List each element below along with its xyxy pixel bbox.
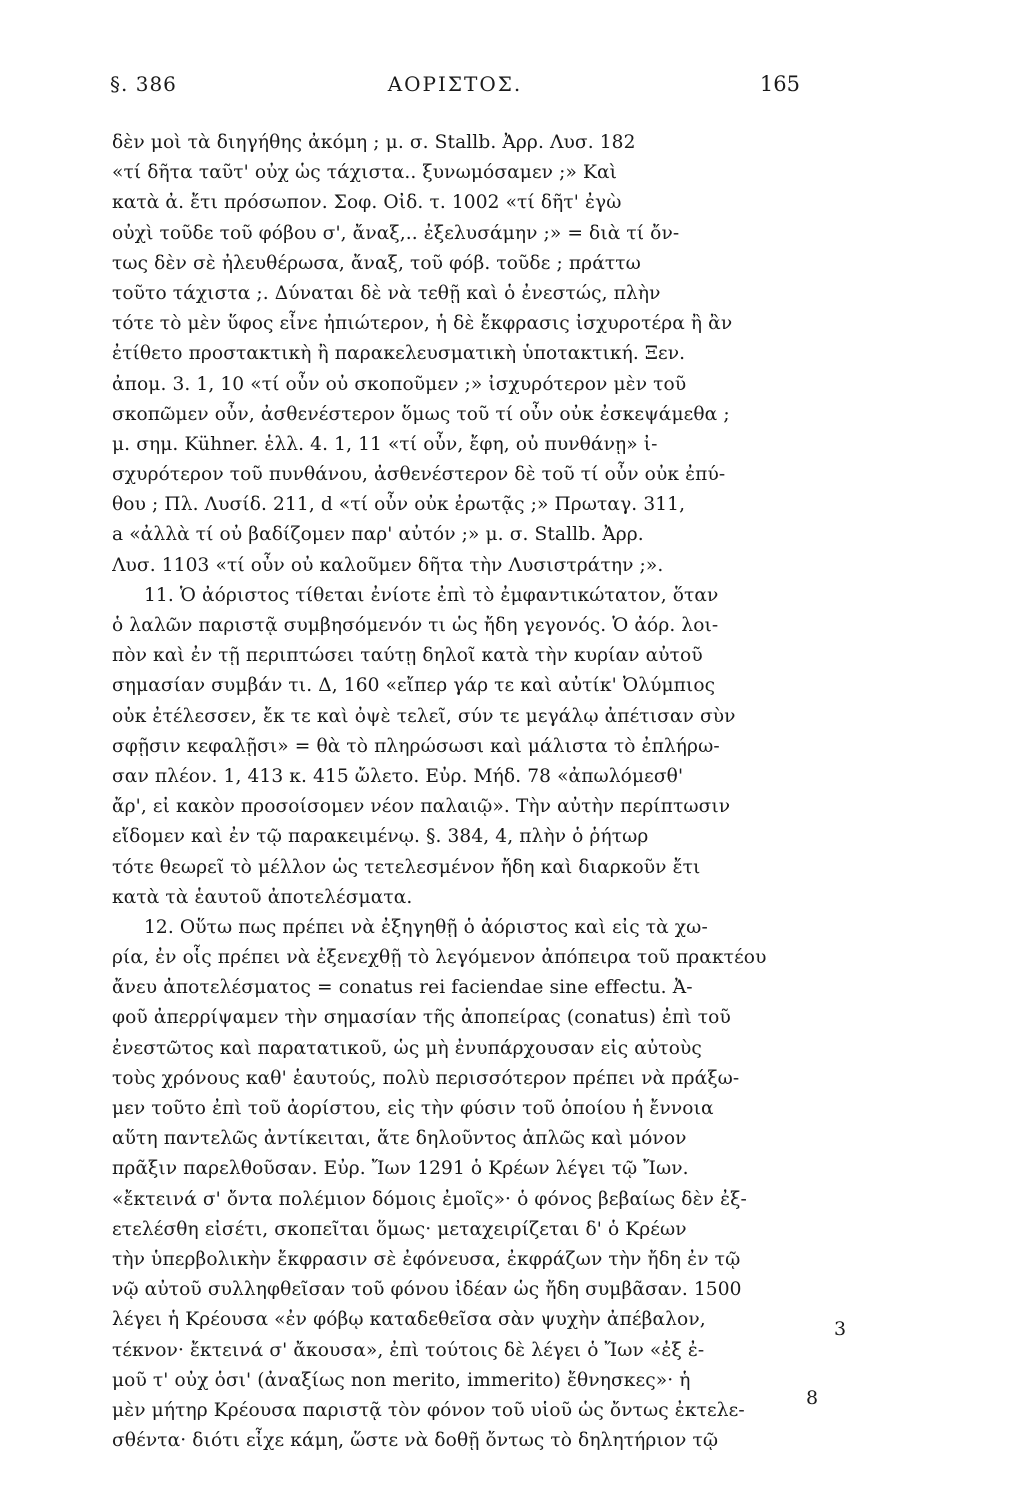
text-line: δὲν μοὶ τὰ διηγήθης ἀκόμη ; μ. σ. Stallb. Ἀρρ. Λυσ. 182 [112,132,636,153]
text-line: ἄρ', εἰ κακὸν προσοίσομεν νέον παλαιῷ». Τὴν αὐτὴν περίπτωσιν [112,796,731,818]
text-line: σφῇσιν κεφαλῇσι» = θὰ τὸ πληρώσωσι καὶ μάλιστα τὸ ἐπλήρω- [112,735,720,757]
text-line: μ. σημ. Kühner. ἑλλ. 4. 1, 11 «τί οὖν, ἔφη, οὐ πυνθάνῃ» ἰ- [112,433,658,455]
text-line: τοῦτο τάχιστα ;. Δύναται δὲ νὰ τεθῇ καὶ ὁ ἐνεστώς, πλὴν [112,282,661,304]
text-line: «τί δῆτα ταῦτ' οὐχ ὡς τάχιστα.. ξυνωμόσαμεν ;» Καὶ [112,162,617,184]
text-line: κατὰ ἀ. ἔτι πρόσωπον. Σοφ. Οἰδ. τ. 1002 «τί δῆτ' ἐγὼ [112,192,622,214]
text-line: Λυσ. 1103 «τί οὖν οὐ καλοῦμεν δῆτα τὴν Λυσιστράτην ;». [112,554,664,576]
text-line: τως δὲν σὲ ἠλευθέρωσα, ἄναξ, τοῦ φόβ. τοῦδε ; πράττω [112,252,641,274]
text-line: κατὰ τὰ ἑαυτοῦ ἀποτελέσματα. [112,886,413,908]
text-line: μεν τοῦτο ἐπὶ τοῦ ἀορίστου, εἰς τὴν φύσιν τοῦ ὁποίου ἡ ἔννοια [112,1098,714,1119]
text-line: οὐκ ἐτέλεσσεν, ἔκ τε καὶ ὀψὲ τελεῖ, σύν τε μεγάλῳ ἀπέτισαν σὺν [112,705,736,727]
text-line: σθέντα· διότι εἶχε κάμη, ὥστε νὰ δοθῇ ὄντως τὸ δηλητήριον τῷ [112,1430,719,1452]
page-number: 165 [759,72,800,96]
text-line: μοῦ τ' οὐχ ὁσι' (ἀναξίως non merito, immerito) ἔθνησκες»· ἡ [112,1369,691,1391]
text-line: σχυρότερον τοῦ πυνθάνου, ἀσθενέστερον δὲ τοῦ τί οὖν οὐκ ἐπύ- [112,464,726,486]
text-line: φοῦ ἀπερρίψαμεν τὴν σημασίαν τῆς ἀποπείρας (conatus) ἐπὶ τοῦ [112,1007,731,1029]
text-line: σαν πλέον. 1, 413 κ. 415 ὤλετο. Εὐρ. Μήδ. 78 «ἀπωλόμεσθ' [112,765,684,787]
text-body [112,128,800,1456]
text-line: μὲν μήτηρ Κρέουσα παριστᾷ τὸν φόνον τοῦ υἱοῦ ὡς ὄντως ἐκτελε- [112,1399,745,1421]
text-line: ὁ λαλῶν παριστᾷ συμβησόμενόν τι ὡς ἤδη γεγονός. Ὁ ἀόρ. λοι- [112,615,719,636]
text-line: ρία, ἐν οἷς πρέπει νὰ ἐξενεχθῇ τὸ λεγόμενον ἀπόπειρα τοῦ πρακτέου [112,947,767,969]
text-line: τοὺς χρόνους καθ' ἑαυτούς, πολὺ περισσότερον πρέπει νὰ πράξω- [112,1067,740,1089]
text-line: σκοπῶμεν οὖν, ἀσθενέστερον ὅμως τοῦ τί οὖν οὐκ ἐσκεψάμεθα ; [112,403,730,425]
text-line: πὸν καὶ ἐν τῇ περιπτώσει ταύτῃ δηλοῖ κατὰ τὴν κυρίαν αὐτοῦ [112,645,703,667]
text-line: πρᾶξιν παρελθοῦσαν. Εὐρ. Ἴων 1291 ὁ Κρέων λέγει τῷ Ἴων. [112,1158,689,1180]
text-line: τέκνον· ἔκτεινά σ' ἄκουσα», ἐπὶ τούτοις δὲ λέγει ὁ Ἴων «ἐξ ἐ- [112,1339,705,1361]
text-line: ετελέσθη εἰσέτι, σκοπεῖται ὅμως· μεταχειρίζεται δ' ὁ Κρέων [112,1218,687,1240]
text-line: τότε τὸ μὲν ὕφος εἶνε ἠπιώτερον, ἡ δὲ ἔκφρασις ἰσχυροτέρα ἢ ἂν [112,313,733,335]
text-line: σημασίαν συμβάν τι. Δ, 160 «εἴπερ γάρ τε καὶ αὐτίκ' Ὀλύμπιος [112,675,716,697]
text-line: τότε θεωρεῖ τὸ μέλλον ὡς τετελεσμένον ἤδη καὶ διαρκοῦν ἔτι [112,856,701,878]
margin-mark: 3 [834,1318,847,1340]
running-header [110,72,800,104]
section-number: §. 386 [110,72,177,96]
page-title: ΑΟΡΙΣΤΟΣ. [387,72,523,96]
text-line: θου ; Πλ. Λυσίδ. 211, d «τί οὖν οὐκ ἐρωτᾷς ;» Πρωταγ. 311, [112,494,686,516]
text-line: ἐτίθετο προστακτικὴ ἢ παρακελευσματικὴ ὑποτακτική. Ξεν. [112,343,686,365]
text-line: 11. Ὁ ἀόριστος τίθεται ἐνίοτε ἐπὶ τὸ ἐμφαντικώτατον, ὅταν [144,584,719,606]
text-line: «ἔκτεινά σ' ὄντα πολέμιον δόμοις ἐμοῖς»· ὁ φόνος βεβαίως δὲν ἐξ- [112,1188,747,1210]
text-line: ἀπομ. 3. 1, 10 «τί οὖν οὐ σκοποῦμεν ;» ἰσχυρότερον μὲν τοῦ [112,373,687,395]
text-line: τὴν ὑπερβολικὴν ἔκφρασιν σὲ ἐφόνευσα, ἐκφράζων τὴν ἤδη ἐν τῷ [112,1248,741,1270]
text-line: λέγει ἡ Κρέουσα «ἐν φόβῳ καταδεθεῖσα σὰν ψυχὴν ἀπέβαλον, [112,1309,706,1331]
text-line: οὐχὶ τοῦδε τοῦ φόβου σ', ἄναξ,.. ἐξελυσάμην ;» = διὰ τί ὄν- [112,222,680,244]
text-line: νῷ αὐτοῦ συλληφθεῖσαν τοῦ φόνου ἰδέαν ὡς ἤδη συμβᾶσαν. 1500 [112,1279,742,1301]
text-line: ἐνεστῶτος καὶ παρατατικοῦ, ὡς μὴ ἐνυπάρχουσαν εἰς αὐτοὺς [112,1037,702,1059]
margin-mark: 8 [806,1387,819,1409]
text-line: αὕτη παντελῶς ἀντίκειται, ἅτε δηλοῦντος ἁπλῶς καὶ μόνον [112,1128,687,1150]
text-line: ἄνευ ἀποτελέσματος = conatus rei faciendae sine effectu. Ἀ- [112,977,693,999]
text-line: εἴδομεν καὶ ἐν τῷ παρακειμένῳ. §. 384, 4, πλὴν ὁ ῥήτωρ [112,826,649,848]
text-line: a «ἀλλὰ τί οὐ βαδίζομεν παρ' αὐτόν ;» μ. σ. Stallb. Ἀρρ. [112,524,644,546]
text-line: 12. Οὕτω πως πρέπει νὰ ἐξηγηθῇ ὁ ἀόριστος καὶ εἰς τὰ χω- [144,916,708,938]
